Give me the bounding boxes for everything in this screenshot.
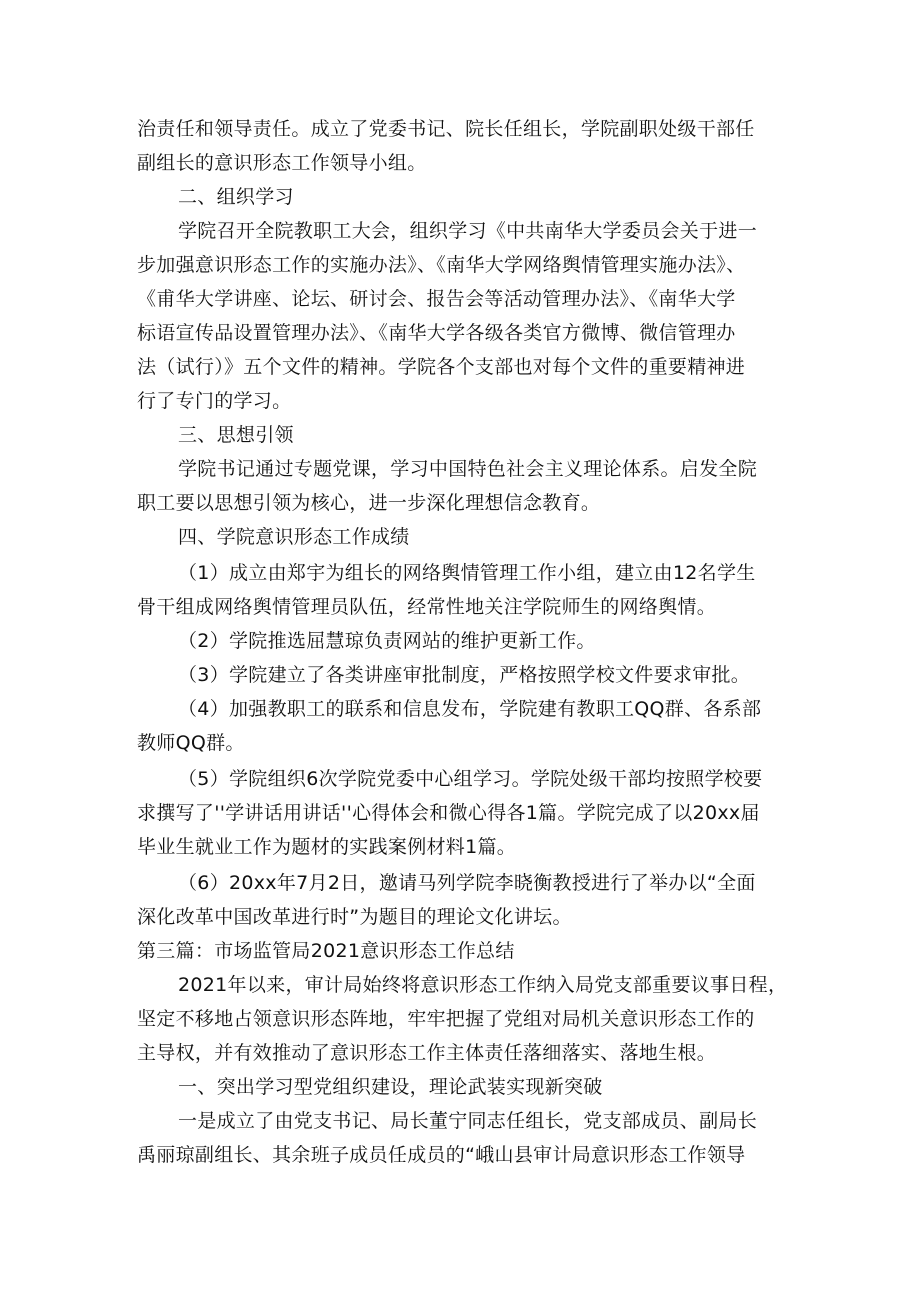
text-line: 深化改革中国改革进行时”为题目的理论文化讲坛。 [137,906,572,928]
list-item: （1）成立由郑宇为组长的网络舆情管理工作小组，建立由12名学生 [178,562,756,584]
section-heading: 二、组织学习 [178,186,294,208]
section-heading: 一、突出学习型党组织建设，理论武装实现新突破 [178,1076,603,1098]
text-line: 一是成立了由党支书记、局长董宁同志任组长，党支部成员、副局长 [178,1110,758,1132]
text-line: 教师QQ群。 [137,732,245,754]
list-item: （5）学院组织6次学院党委中心组学习。学院处级干部均按照学校要 [178,768,763,790]
list-item: （6）20xx年7月2日，邀请马列学院李晓衡教授进行了举办以“全面 [178,872,756,894]
text-line: 骨干组成网络舆情管理员队伍，经常性地关注学院师生的网络舆情。 [137,596,717,618]
text-line: 治责任和领导责任。成立了党委书记、院长任组长，学院副职处级干部任 [137,118,755,140]
text-line: 标语宣传品设置管理办法》、《南华大学各级各类官方微博、微信管理办 [137,322,736,344]
text-line: 步加强意识形态工作的实施办法》、《南华大学网络舆情管理实施办法》、 [137,254,746,276]
text-line: 2021年以来，审计局始终将意识形态工作纳入局党支部重要议事日程， [178,974,788,996]
text-line: 求撰写了''学讲话用讲话''心得体会和微心得各1篇。学院完成了以20xx届 [137,802,760,824]
text-line: 坚定不移地占领意识形态阵地，牢牢把握了党组对局机关意识形态工作的 [137,1008,755,1030]
text-line: 主导权，并有效推动了意识形态工作主体责任落细落实、落地生根。 [137,1042,717,1064]
list-item: （2）学院推选屈慧琼负责网站的维护更新工作。 [178,630,596,652]
text-line: 《甫华大学讲座、论坛、研讨会、报告会等活动管理办法》、《南华大学 [137,288,736,310]
text-line: 法（试行）》五个文件的精神。学院各个支部也对每个文件的重要精神进 [137,356,746,378]
chapter-heading: 第三篇：市场监管局2021意识形态工作总结 [137,940,515,962]
text-line: 毕业生就业工作为题材的实践案例材料1篇。 [137,836,517,858]
list-item: （3）学院建立了各类讲座审批制度，严格按照学校文件要求审批。 [178,664,751,686]
text-line: 副组长的意识形态工作领导小组。 [137,152,427,174]
text-line: 职工要以思想引领为核心，进一步深化理想信念教育。 [137,492,601,514]
text-line: 行了专门的学习。 [137,390,292,412]
text-line: 学院书记通过专题党课，学习中国特色社会主义理论体系。启发全院 [178,458,758,480]
text-line: 禹丽琼副组长、其余班子成员任成员的“峨山县审计局意识形态工作领导 [137,1144,746,1166]
list-item: （4）加强教职工的联系和信息发布，学院建有教职工QQ群、各系部 [178,698,762,720]
text-line: 学院召开全院教职工大会，组织学习《中共南华大学委员会关于进一 [178,220,758,242]
section-heading: 三、思想引领 [178,424,294,446]
section-heading: 四、学院意识形态工作成绩 [178,526,410,548]
